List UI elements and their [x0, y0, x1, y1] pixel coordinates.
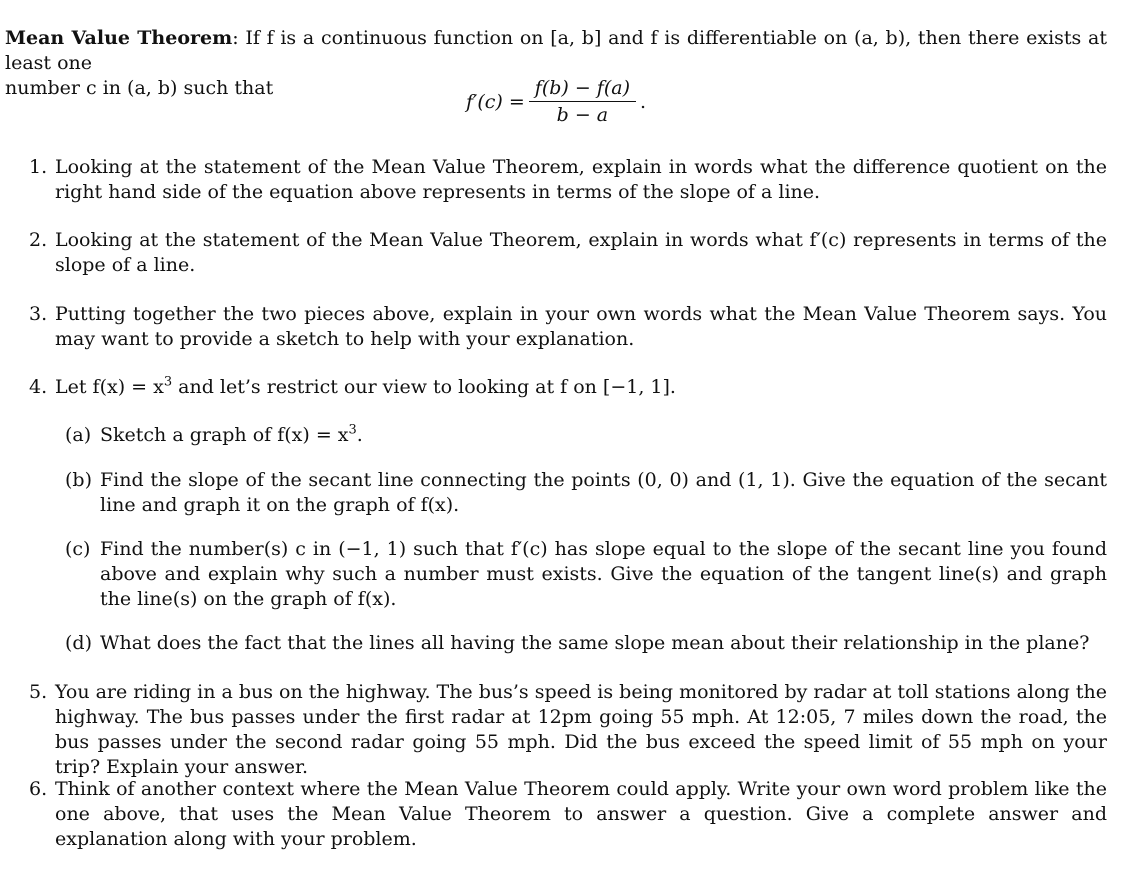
- question-4-exponent: 3: [163, 374, 173, 390]
- question-4: [29, 375, 1107, 400]
- subpart-a-text-a: Sketch a graph of f(x) = x: [100, 424, 349, 446]
- subpart-c: [65, 537, 1107, 612]
- theorem-title: Mean Value Theorem: [5, 27, 233, 49]
- formula-period: .: [640, 90, 647, 113]
- subpart-label: (b): [65, 469, 92, 491]
- subpart-a-text-b: .: [356, 424, 363, 446]
- subpart-text: What does the fact that the lines all having the same slope mean about their relationship in the plane?: [100, 632, 1090, 654]
- theorem-line-2: number c in (a, b) such that: [5, 77, 274, 99]
- subpart-text: Find the number(s) c in (−1, 1) such that f′(c) has slope equal to the slope of the secant line you found above and explain why such a number must exists. Give the equation of the tangent line(s) and graph the line(s) on the graph of f(x).: [100, 538, 1107, 610]
- question-4-text-b: and let’s restrict our view to looking at f on [−1, 1].: [172, 376, 676, 398]
- subpart-label: (d): [65, 632, 92, 654]
- question-text: Looking at the statement of the Mean Value Theorem, explain in words what the difference quotient on the right hand side of the equation above represents in terms of the slope of a line.: [55, 156, 1107, 203]
- subpart-text: Find the slope of the secant line connecting the points (0, 0) and (1, 1). Give the equation of the secant line and graph it on the graph of f(x).: [100, 469, 1107, 516]
- formula-denominator: b − a: [556, 104, 609, 126]
- question-number: 6.: [29, 778, 48, 800]
- subpart-text: [100, 423, 1107, 448]
- question-number: 4.: [29, 376, 48, 398]
- question-text: Think of another context where the Mean Value Theorem could apply. Write your own word problem like the one above, that uses the Mean Value Theorem to answer a question. Give a complete answer and explanation along with your problem.: [55, 778, 1107, 850]
- subpart-a: [65, 423, 1107, 448]
- formula-numerator: f(b) − f(a): [529, 77, 636, 102]
- subpart-a-exponent: 3: [348, 422, 357, 438]
- question-5: [29, 680, 1107, 780]
- subpart-d: [65, 631, 1107, 656]
- question-number: 5.: [29, 681, 48, 703]
- question-text: You are riding in a bus on the highway. The bus’s speed is being monitored by radar at toll stations along the highway. The bus passes under the first radar at 12pm going 55 mph. At 12:05, 7 miles down the road, the bus passes under the second radar going 55 mph. Did the bus exceed the speed limit of 55 mph on your trip? Explain your answer.: [55, 681, 1107, 778]
- mvt-formula: [466, 77, 646, 126]
- formula-fraction: [529, 77, 636, 126]
- subpart-b: [65, 468, 1107, 518]
- theorem-line-1: : If f is a continuous function on [a, b] and f is differentiable on (a, b), then there exists at least one: [5, 27, 1107, 74]
- question-number: 2.: [29, 229, 48, 251]
- question-number: 1.: [29, 156, 48, 178]
- formula-lhs: f′(c) =: [466, 90, 525, 113]
- subpart-label: (a): [65, 424, 92, 446]
- question-text: Putting together the two pieces above, explain in your own words what the Mean Value Theorem says. You may want to provide a sketch to help with your explanation.: [55, 303, 1107, 350]
- question-4-text-a: Let f(x) = x: [55, 376, 164, 398]
- question-6: [29, 777, 1107, 852]
- question-1: [29, 155, 1107, 205]
- question-2: [29, 228, 1107, 278]
- question-3: [29, 302, 1107, 352]
- subpart-label: (c): [65, 538, 91, 560]
- question-text: [55, 375, 1107, 400]
- question-number: 3.: [29, 303, 48, 325]
- question-text: Looking at the statement of the Mean Value Theorem, explain in words what f′(c) represents in terms of the slope of a line.: [55, 229, 1107, 276]
